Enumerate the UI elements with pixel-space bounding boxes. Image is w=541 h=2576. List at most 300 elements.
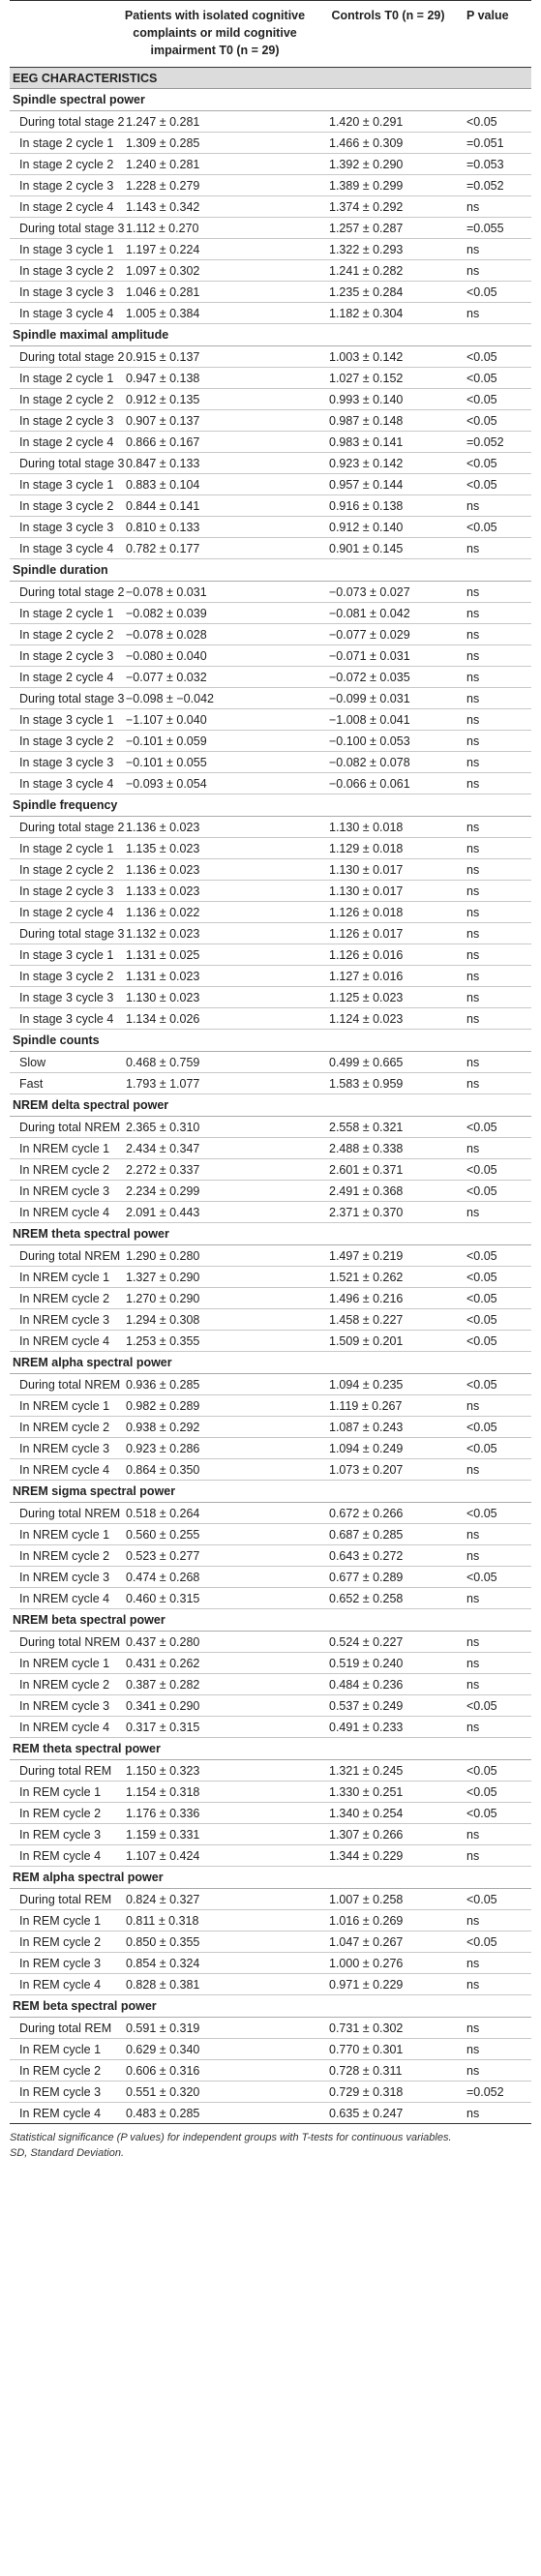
- p-value: ns: [461, 239, 531, 260]
- row-label: In REM cycle 3: [10, 1824, 114, 1845]
- row-label: In stage 2 cycle 4: [10, 667, 114, 688]
- patients-value: 1.793 ± 1.077: [114, 1073, 316, 1094]
- p-value: ns: [461, 1052, 531, 1073]
- p-value: <0.05: [461, 1803, 531, 1824]
- table-row: [10, 2018, 531, 2039]
- group-title: Spindle frequency: [10, 794, 531, 817]
- table-row: [10, 582, 531, 603]
- patients-value: 0.947 ± 0.138: [114, 368, 316, 389]
- controls-value: 2.558 ± 0.321: [316, 1117, 461, 1138]
- controls-value: 0.499 ± 0.665: [316, 1052, 461, 1073]
- controls-value: 1.322 ± 0.293: [316, 239, 461, 260]
- controls-value: 1.241 ± 0.282: [316, 260, 461, 282]
- p-value: <0.05: [461, 1374, 531, 1395]
- p-value: ns: [461, 2018, 531, 2039]
- group-header: [10, 324, 531, 346]
- p-value: ns: [461, 966, 531, 987]
- patients-value: 1.135 ± 0.023: [114, 838, 316, 859]
- patients-value: 0.824 ± 0.327: [114, 1889, 316, 1910]
- controls-value: 1.073 ± 0.207: [316, 1459, 461, 1481]
- group-title: Spindle counts: [10, 1030, 531, 1052]
- row-label: Slow: [10, 1052, 114, 1073]
- table-row: [10, 196, 531, 218]
- row-label: In stage 3 cycle 4: [10, 1008, 114, 1030]
- controls-value: 1.458 ± 0.227: [316, 1309, 461, 1331]
- controls-value: 1.087 ± 0.243: [316, 1417, 461, 1438]
- p-value: <0.05: [461, 346, 531, 368]
- controls-value: 0.987 ± 0.148: [316, 410, 461, 432]
- patients-value: 2.272 ± 0.337: [114, 1159, 316, 1181]
- row-label: In stage 2 cycle 1: [10, 838, 114, 859]
- controls-value: 1.235 ± 0.284: [316, 282, 461, 303]
- patients-value: 1.294 ± 0.308: [114, 1309, 316, 1331]
- patients-value: −1.107 ± 0.040: [114, 709, 316, 731]
- patients-value: 0.474 ± 0.268: [114, 1567, 316, 1588]
- p-value: <0.05: [461, 1438, 531, 1459]
- controls-value: 1.000 ± 0.276: [316, 1953, 461, 1974]
- patients-value: 1.247 ± 0.281: [114, 111, 316, 133]
- controls-value: 1.521 ± 0.262: [316, 1267, 461, 1288]
- table-row: [10, 1202, 531, 1223]
- table-row: [10, 1632, 531, 1653]
- patients-value: 1.046 ± 0.281: [114, 282, 316, 303]
- row-label: In REM cycle 3: [10, 2082, 114, 2103]
- p-value: ns: [461, 1073, 531, 1094]
- group-header: [10, 1030, 531, 1052]
- patients-value: 1.133 ± 0.023: [114, 881, 316, 902]
- table-row: [10, 944, 531, 966]
- row-label: In stage 2 cycle 2: [10, 389, 114, 410]
- controls-value: 1.129 ± 0.018: [316, 838, 461, 859]
- p-value: ns: [461, 773, 531, 794]
- controls-value: 1.340 ± 0.254: [316, 1803, 461, 1824]
- p-value: <0.05: [461, 368, 531, 389]
- table-row: [10, 817, 531, 838]
- header-patients: Patients with isolated cognitive complaints or mild cognitive impairment T0 (n = 29): [114, 1, 316, 68]
- row-label: In stage 3 cycle 2: [10, 495, 114, 517]
- table-row: [10, 1331, 531, 1352]
- p-value: =0.052: [461, 432, 531, 453]
- table-row: [10, 1309, 531, 1331]
- table-row: [10, 731, 531, 752]
- row-label: In REM cycle 4: [10, 2103, 114, 2124]
- group-title: NREM theta spectral power: [10, 1223, 531, 1245]
- table-row: [10, 1245, 531, 1267]
- controls-value: 1.344 ± 0.229: [316, 1845, 461, 1867]
- patients-value: 1.132 ± 0.023: [114, 923, 316, 944]
- patients-value: 1.176 ± 0.336: [114, 1803, 316, 1824]
- group-title: REM alpha spectral power: [10, 1867, 531, 1889]
- table-row: [10, 1545, 531, 1567]
- p-value: <0.05: [461, 1417, 531, 1438]
- controls-value: 0.957 ± 0.144: [316, 474, 461, 495]
- row-label: In REM cycle 1: [10, 2039, 114, 2060]
- p-value: ns: [461, 260, 531, 282]
- row-label: In stage 2 cycle 2: [10, 154, 114, 175]
- table-row: [10, 1503, 531, 1524]
- table-row: [10, 987, 531, 1008]
- group-title: Spindle duration: [10, 559, 531, 582]
- controls-value: −0.073 ± 0.027: [316, 582, 461, 603]
- table-row: [10, 709, 531, 731]
- row-label: In stage 3 cycle 2: [10, 966, 114, 987]
- row-label: In NREM cycle 4: [10, 1459, 114, 1481]
- row-label: In stage 3 cycle 3: [10, 282, 114, 303]
- controls-value: 0.993 ± 0.140: [316, 389, 461, 410]
- table-row: [10, 1910, 531, 1932]
- patients-value: 0.850 ± 0.355: [114, 1932, 316, 1953]
- patients-value: 1.136 ± 0.023: [114, 859, 316, 881]
- p-value: <0.05: [461, 410, 531, 432]
- row-label: In NREM cycle 3: [10, 1181, 114, 1202]
- controls-value: 1.027 ± 0.152: [316, 368, 461, 389]
- controls-value: 1.016 ± 0.269: [316, 1910, 461, 1932]
- row-label: In stage 2 cycle 1: [10, 368, 114, 389]
- p-value: ns: [461, 495, 531, 517]
- table-row: [10, 1374, 531, 1395]
- patients-value: −0.101 ± 0.059: [114, 731, 316, 752]
- p-value: <0.05: [461, 1503, 531, 1524]
- table-row: [10, 1008, 531, 1030]
- group-header: [10, 1352, 531, 1374]
- row-label: In stage 3 cycle 1: [10, 474, 114, 495]
- controls-value: 2.601 ± 0.371: [316, 1159, 461, 1181]
- controls-value: 2.488 ± 0.338: [316, 1138, 461, 1159]
- p-value: ns: [461, 1845, 531, 1867]
- p-value: ns: [461, 1653, 531, 1674]
- controls-value: −0.100 ± 0.053: [316, 731, 461, 752]
- row-label: During total NREM: [10, 1374, 114, 1395]
- table-row: [10, 603, 531, 624]
- controls-value: 0.672 ± 0.266: [316, 1503, 461, 1524]
- p-value: <0.05: [461, 474, 531, 495]
- patients-value: 2.434 ± 0.347: [114, 1138, 316, 1159]
- row-label: During total stage 2: [10, 111, 114, 133]
- p-value: ns: [461, 196, 531, 218]
- patients-value: 0.591 ± 0.319: [114, 2018, 316, 2039]
- table-row: [10, 1438, 531, 1459]
- patients-value: 0.518 ± 0.264: [114, 1503, 316, 1524]
- table-row: [10, 2082, 531, 2103]
- controls-value: 1.509 ± 0.201: [316, 1331, 461, 1352]
- patients-value: 1.005 ± 0.384: [114, 303, 316, 324]
- group-header: [10, 1609, 531, 1632]
- p-value: ns: [461, 838, 531, 859]
- patients-value: 0.460 ± 0.315: [114, 1588, 316, 1609]
- controls-value: 0.983 ± 0.141: [316, 432, 461, 453]
- row-label: In stage 2 cycle 3: [10, 175, 114, 196]
- controls-value: 1.124 ± 0.023: [316, 1008, 461, 1030]
- p-value: <0.05: [461, 111, 531, 133]
- table-row: [10, 1073, 531, 1094]
- row-label: In stage 3 cycle 1: [10, 239, 114, 260]
- table-row: [10, 624, 531, 645]
- row-label: In stage 3 cycle 4: [10, 303, 114, 324]
- row-label: In stage 2 cycle 3: [10, 410, 114, 432]
- table-row: [10, 1588, 531, 1609]
- table-row: [10, 1395, 531, 1417]
- patients-value: 0.341 ± 0.290: [114, 1695, 316, 1717]
- patients-value: 1.136 ± 0.022: [114, 902, 316, 923]
- row-label: In stage 2 cycle 2: [10, 859, 114, 881]
- row-label: In REM cycle 2: [10, 2060, 114, 2082]
- group-header: [10, 1867, 531, 1889]
- p-value: ns: [461, 881, 531, 902]
- row-label: During total NREM: [10, 1503, 114, 1524]
- row-label: In REM cycle 4: [10, 1845, 114, 1867]
- row-label: During total REM: [10, 2018, 114, 2039]
- group-header: [10, 1481, 531, 1503]
- controls-value: 0.524 ± 0.227: [316, 1632, 461, 1653]
- section-title: EEG CHARACTERISTICS: [10, 68, 531, 89]
- row-label: During total stage 3: [10, 218, 114, 239]
- table-footnotes: [10, 2130, 531, 2161]
- p-value: ns: [461, 1588, 531, 1609]
- patients-value: 1.253 ± 0.355: [114, 1331, 316, 1352]
- controls-value: 0.731 ± 0.302: [316, 2018, 461, 2039]
- table-row: [10, 1695, 531, 1717]
- p-value: <0.05: [461, 1695, 531, 1717]
- controls-value: 1.330 ± 0.251: [316, 1782, 461, 1803]
- table-row: [10, 154, 531, 175]
- group-header: [10, 559, 531, 582]
- group-title: Spindle maximal amplitude: [10, 324, 531, 346]
- row-label: In NREM cycle 3: [10, 1438, 114, 1459]
- patients-value: 0.866 ± 0.167: [114, 432, 316, 453]
- row-label: In NREM cycle 3: [10, 1695, 114, 1717]
- row-label: In stage 3 cycle 1: [10, 709, 114, 731]
- controls-value: −0.082 ± 0.078: [316, 752, 461, 773]
- row-label: In NREM cycle 3: [10, 1309, 114, 1331]
- row-label: During total stage 2: [10, 582, 114, 603]
- controls-value: 1.130 ± 0.017: [316, 881, 461, 902]
- controls-value: 1.003 ± 0.142: [316, 346, 461, 368]
- table-row: [10, 902, 531, 923]
- row-label: In REM cycle 3: [10, 1953, 114, 1974]
- row-label: In stage 3 cycle 3: [10, 517, 114, 538]
- controls-value: 0.923 ± 0.142: [316, 453, 461, 474]
- footnote-sd: SD, Standard Deviation.: [10, 2147, 125, 2159]
- patients-value: 1.150 ± 0.323: [114, 1760, 316, 1782]
- p-value: ns: [461, 303, 531, 324]
- p-value: <0.05: [461, 1159, 531, 1181]
- row-label: During total stage 3: [10, 453, 114, 474]
- table-row: [10, 133, 531, 154]
- patients-value: 0.938 ± 0.292: [114, 1417, 316, 1438]
- table-row: [10, 2039, 531, 2060]
- table-row: [10, 923, 531, 944]
- group-header: [10, 1738, 531, 1760]
- row-label: In NREM cycle 1: [10, 1267, 114, 1288]
- controls-value: 1.496 ± 0.216: [316, 1288, 461, 1309]
- p-value: ns: [461, 817, 531, 838]
- table-row: [10, 2103, 531, 2124]
- table-row: [10, 538, 531, 559]
- patients-value: −0.101 ± 0.055: [114, 752, 316, 773]
- patients-value: 2.234 ± 0.299: [114, 1181, 316, 1202]
- p-value: <0.05: [461, 1331, 531, 1352]
- patients-value: 0.844 ± 0.141: [114, 495, 316, 517]
- group-title: REM beta spectral power: [10, 1995, 531, 2018]
- controls-value: 0.729 ± 0.318: [316, 2082, 461, 2103]
- table-row: [10, 175, 531, 196]
- table-row: [10, 239, 531, 260]
- patients-value: −0.080 ± 0.040: [114, 645, 316, 667]
- p-value: <0.05: [461, 1181, 531, 1202]
- table-row: [10, 1459, 531, 1481]
- p-value: ns: [461, 2039, 531, 2060]
- controls-value: 0.971 ± 0.229: [316, 1974, 461, 1995]
- table-row: [10, 410, 531, 432]
- p-value: ns: [461, 902, 531, 923]
- row-label: In stage 2 cycle 1: [10, 603, 114, 624]
- p-value: ns: [461, 1524, 531, 1545]
- table-row: [10, 1524, 531, 1545]
- table-row: [10, 881, 531, 902]
- controls-value: 1.126 ± 0.018: [316, 902, 461, 923]
- table-row: [10, 1845, 531, 1867]
- table-row: [10, 1138, 531, 1159]
- row-label: In NREM cycle 3: [10, 1567, 114, 1588]
- patients-value: 0.915 ± 0.137: [114, 346, 316, 368]
- p-value: ns: [461, 667, 531, 688]
- controls-value: 1.321 ± 0.245: [316, 1760, 461, 1782]
- table-row: [10, 1782, 531, 1803]
- group-title: REM theta spectral power: [10, 1738, 531, 1760]
- table-row: [10, 1717, 531, 1738]
- patients-value: 0.437 ± 0.280: [114, 1632, 316, 1653]
- controls-value: 1.130 ± 0.017: [316, 859, 461, 881]
- row-label: During total stage 2: [10, 817, 114, 838]
- row-label: During total stage 3: [10, 923, 114, 944]
- p-value: ns: [461, 1395, 531, 1417]
- table-row: [10, 859, 531, 881]
- controls-value: 1.125 ± 0.023: [316, 987, 461, 1008]
- p-value: <0.05: [461, 1567, 531, 1588]
- patients-value: 0.551 ± 0.320: [114, 2082, 316, 2103]
- row-label: During total NREM: [10, 1632, 114, 1653]
- row-label: In NREM cycle 2: [10, 1159, 114, 1181]
- p-value: ns: [461, 624, 531, 645]
- p-value: <0.05: [461, 517, 531, 538]
- table-row: [10, 218, 531, 239]
- table-row: [10, 1953, 531, 1974]
- table-row: [10, 773, 531, 794]
- table-row: [10, 1181, 531, 1202]
- controls-value: 1.126 ± 0.017: [316, 923, 461, 944]
- controls-value: 0.728 ± 0.311: [316, 2060, 461, 2082]
- controls-value: 1.497 ± 0.219: [316, 1245, 461, 1267]
- controls-value: 1.420 ± 0.291: [316, 111, 461, 133]
- patients-value: 1.154 ± 0.318: [114, 1782, 316, 1803]
- patients-value: 0.560 ± 0.255: [114, 1524, 316, 1545]
- row-label: In NREM cycle 2: [10, 1417, 114, 1438]
- controls-value: 1.007 ± 0.258: [316, 1889, 461, 1910]
- controls-value: 0.491 ± 0.233: [316, 1717, 461, 1738]
- patients-value: 0.317 ± 0.315: [114, 1717, 316, 1738]
- p-value: ns: [461, 859, 531, 881]
- p-value: ns: [461, 731, 531, 752]
- p-value: <0.05: [461, 1760, 531, 1782]
- row-label: During total stage 2: [10, 346, 114, 368]
- table-row: [10, 1932, 531, 1953]
- row-label: In stage 2 cycle 1: [10, 133, 114, 154]
- table-header: [10, 1, 531, 68]
- p-value: ns: [461, 688, 531, 709]
- p-value: =0.052: [461, 2082, 531, 2103]
- patients-value: 1.131 ± 0.025: [114, 944, 316, 966]
- table-row: [10, 1267, 531, 1288]
- row-label: In NREM cycle 1: [10, 1395, 114, 1417]
- patients-value: 0.606 ± 0.316: [114, 2060, 316, 2082]
- table-row: [10, 346, 531, 368]
- controls-value: 0.537 ± 0.249: [316, 1695, 461, 1717]
- p-value: ns: [461, 1910, 531, 1932]
- row-label: In NREM cycle 1: [10, 1524, 114, 1545]
- table-row: [10, 1803, 531, 1824]
- table-row: [10, 1159, 531, 1181]
- patients-value: 1.309 ± 0.285: [114, 133, 316, 154]
- controls-value: −0.072 ± 0.035: [316, 667, 461, 688]
- row-label: In stage 2 cycle 4: [10, 432, 114, 453]
- p-value: <0.05: [461, 282, 531, 303]
- patients-value: −0.078 ± 0.031: [114, 582, 316, 603]
- row-label: In NREM cycle 1: [10, 1653, 114, 1674]
- patients-value: 1.097 ± 0.302: [114, 260, 316, 282]
- table-row: [10, 368, 531, 389]
- p-value: =0.055: [461, 218, 531, 239]
- patients-value: 1.107 ± 0.424: [114, 1845, 316, 1867]
- p-value: ns: [461, 1717, 531, 1738]
- patients-value: −0.082 ± 0.039: [114, 603, 316, 624]
- table-row: [10, 111, 531, 133]
- group-header: [10, 794, 531, 817]
- controls-value: 0.912 ± 0.140: [316, 517, 461, 538]
- p-value: <0.05: [461, 389, 531, 410]
- table-row: [10, 1760, 531, 1782]
- row-label: In REM cycle 1: [10, 1782, 114, 1803]
- row-label: In REM cycle 2: [10, 1803, 114, 1824]
- footnote-statistics: Statistical significance (P values) for independent groups with T-tests for continuous variables.: [10, 2132, 452, 2143]
- patients-value: 1.290 ± 0.280: [114, 1245, 316, 1267]
- row-label: In stage 3 cycle 3: [10, 752, 114, 773]
- patients-value: 0.431 ± 0.262: [114, 1653, 316, 1674]
- group-header: [10, 1094, 531, 1117]
- table-row: [10, 1288, 531, 1309]
- table-row: [10, 1117, 531, 1138]
- controls-value: −0.077 ± 0.029: [316, 624, 461, 645]
- patients-value: 0.523 ± 0.277: [114, 1545, 316, 1567]
- row-label: In stage 3 cycle 3: [10, 987, 114, 1008]
- patients-value: −0.093 ± 0.054: [114, 773, 316, 794]
- p-value: ns: [461, 645, 531, 667]
- p-value: ns: [461, 752, 531, 773]
- patients-value: 0.864 ± 0.350: [114, 1459, 316, 1481]
- patients-value: 0.468 ± 0.759: [114, 1052, 316, 1073]
- table-row: [10, 453, 531, 474]
- row-label: In NREM cycle 2: [10, 1288, 114, 1309]
- p-value: <0.05: [461, 1309, 531, 1331]
- header-pvalue: P value: [461, 1, 531, 68]
- patients-value: 1.159 ± 0.331: [114, 1824, 316, 1845]
- table-body: [10, 68, 531, 2124]
- row-label: During total NREM: [10, 1245, 114, 1267]
- table-row: [10, 1824, 531, 1845]
- row-label: In stage 3 cycle 4: [10, 538, 114, 559]
- p-value: ns: [461, 1138, 531, 1159]
- controls-value: 0.652 ± 0.258: [316, 1588, 461, 1609]
- controls-value: −0.066 ± 0.061: [316, 773, 461, 794]
